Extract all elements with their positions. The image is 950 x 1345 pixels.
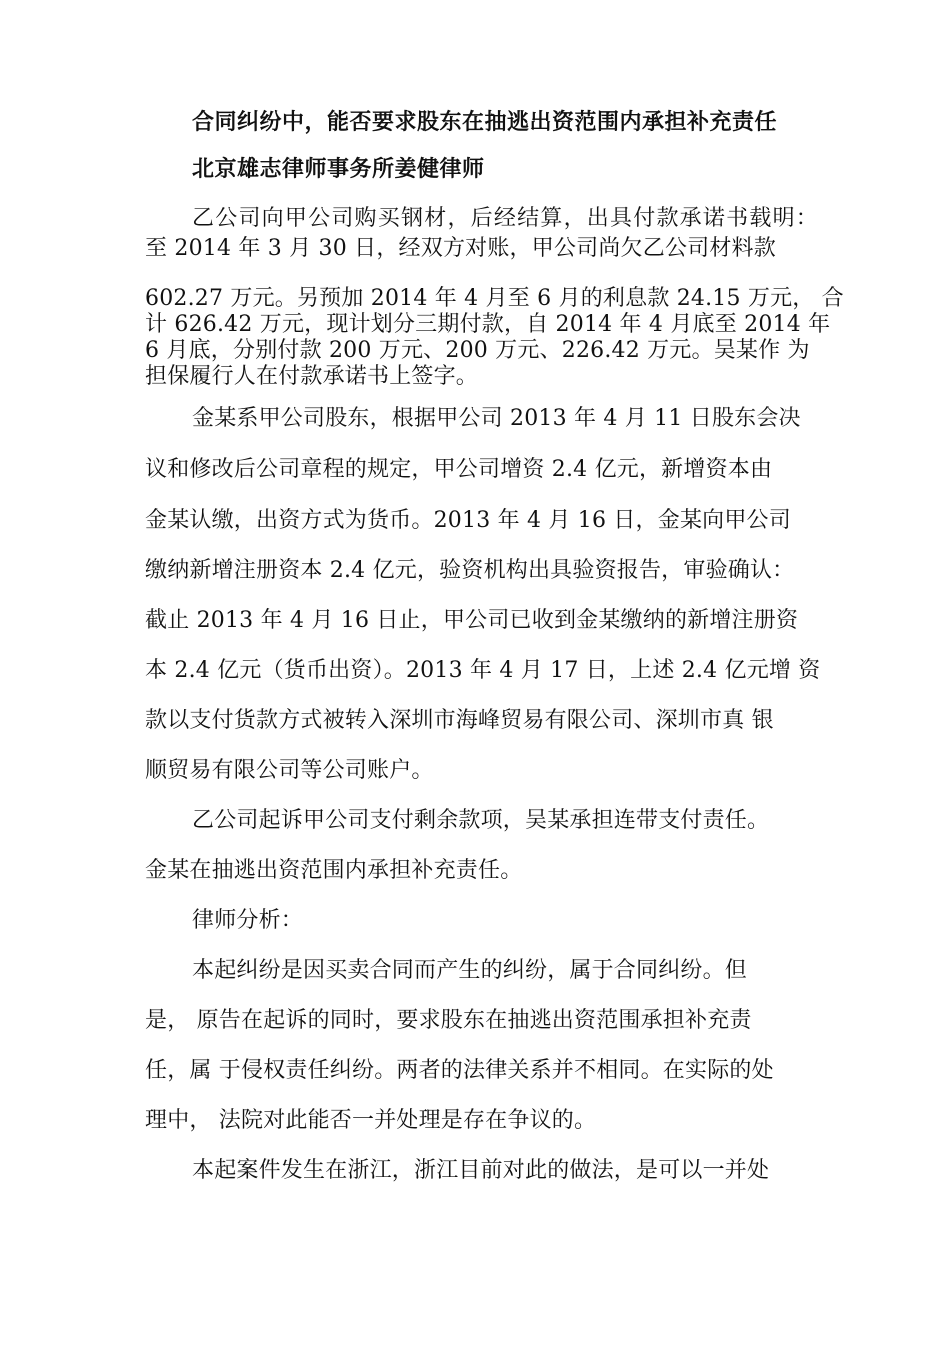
paragraph-7-line-1: 本起案件发生在浙江，浙江目前对此的做法，是可以一并处 (192, 1158, 770, 1183)
paragraph-2-line-4: 担保履行人在付款承诺书上签字。 (145, 364, 479, 389)
paragraph-3-line-8: 顺贸易有限公司等公司账户。 (145, 758, 434, 783)
paragraph-3-line-2: 议和修改后公司章程的规定，甲公司增资 2.4 亿元，新增资本由 (145, 457, 773, 482)
paragraph-3-line-6: 本 2.4 亿元（货币出资）。2013 年 4 月 17 日，上述 2.4 亿元增 资 (145, 658, 821, 683)
document-title: 合同纠纷中，能否要求股东在抽逃出资范围内承担补充责任 (192, 110, 778, 135)
paragraph-2-line-3: 6 月底，分别付款 200 万元、200 万元、226.42 万元。吴某作 为 (145, 338, 810, 363)
paragraph-6-line-1: 本起纠纷是因买卖合同而产生的纠纷，属于合同纠纷。但 (192, 958, 748, 983)
paragraph-3-line-5: 截止 2013 年 4 月 16 日止，甲公司已收到金某缴纳的新增注册资 (145, 608, 799, 633)
paragraph-6-line-2: 是， 原告在起诉的同时，要求股东在抽逃出资范围承担补充责 (145, 1008, 752, 1033)
paragraph-1-line-1: 乙公司向甲公司购买钢材，后经结算，出具付款承诺书载明： (192, 206, 818, 231)
paragraph-2-line-1: 602.27 万元。另预加 2014 年 4 月至 6 月的利息款 24.15 万元， 合 (145, 286, 844, 311)
paragraph-1-line-2: 至 2014 年 3 月 30 日，经双方对账，甲公司尚欠乙公司材料款 (145, 236, 776, 261)
paragraph-2-line-2: 计 626.42 万元，现计划分三期付款，自 2014 年 4 月底至 2014 年 (145, 312, 831, 337)
paragraph-4-line-1: 乙公司起诉甲公司支付剩余款项，吴某承担连带支付责任。 (192, 808, 770, 833)
paragraph-4-line-2: 金某在抽逃出资范围内承担补充责任。 (145, 858, 523, 883)
paragraph-3-line-4: 缴纳新增注册资本 2.4 亿元，验资机构出具验资报告，审验确认： (145, 558, 795, 583)
paragraph-3-line-1: 金某系甲公司股东，根据甲公司 2013 年 4 月 11 日股东会决 (192, 406, 801, 431)
paragraph-3-line-3: 金某认缴，出资方式为货币。2013 年 4 月 16 日，金某向甲公司 (145, 508, 791, 533)
paragraph-3-line-7: 款以支付货款方式被转入深圳市海峰贸易有限公司、深圳市真 银 (145, 708, 774, 733)
paragraph-6-line-3: 任，属 于侵权责任纠纷。两者的法律关系并不相同。在实际的处 (145, 1058, 774, 1083)
lawyer-analysis-heading: 律师分析： (192, 908, 304, 933)
author-line: 北京雄志律师事务所姜健律师 (192, 157, 485, 182)
paragraph-6-line-4: 理中， 法院对此能否一并处理是存在争议的。 (145, 1108, 597, 1133)
